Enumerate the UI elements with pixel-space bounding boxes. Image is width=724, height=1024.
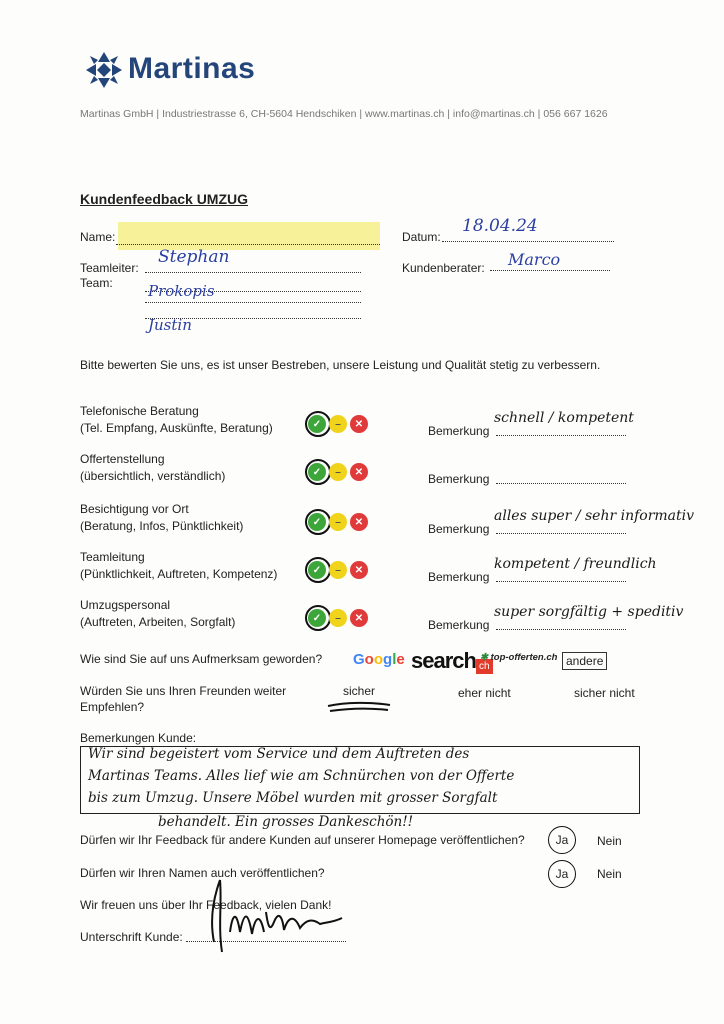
kunde-comment-line-4: behandelt. Ein grosses Dankeschön!! — [158, 814, 414, 830]
andere-option[interactable]: andere — [562, 652, 607, 670]
rating-smiley-group — [308, 513, 368, 531]
bemerkung-label: Bemerkung — [428, 472, 490, 486]
rating-title: Offertenstellung — [80, 452, 165, 466]
aufmerksam-question: Wie sind Sie auf uns Aufmerksam geworden? — [80, 652, 323, 666]
rating-subtitle: (Auftreten, Arbeiten, Sorgfalt) — [80, 615, 236, 629]
name-publish-nein[interactable]: Nein — [597, 867, 622, 881]
thumbs-down-icon[interactable]: ✕ — [350, 609, 368, 627]
empfehlen-question-line2: Empfehlen? — [80, 700, 145, 714]
selected-circle-mark — [305, 557, 331, 583]
datum-label: Datum: — [402, 230, 441, 244]
top-offerten-logo[interactable] — [480, 652, 557, 663]
google-logo[interactable]: Google — [353, 651, 405, 668]
rating-subtitle: (Beratung, Infos, Pünktlichkeit) — [80, 519, 244, 533]
datum-value: 18.04.24 — [462, 216, 538, 236]
customer-signature — [200, 872, 350, 962]
team-label: Team: — [80, 276, 113, 290]
thumbs-down-icon[interactable]: ✕ — [350, 561, 368, 579]
bemerkung-comment: super sorgfältig + speditiv — [494, 604, 684, 620]
kundenberater-label: Kundenberater: — [402, 261, 485, 275]
kunde-comment-line-1: Wir sind begeistert vom Service und dem Auftreten des — [88, 746, 470, 762]
thumbs-up-icon[interactable]: ✓ — [308, 609, 326, 627]
search-ch-badge: ch — [476, 659, 493, 674]
neutral-icon[interactable]: – — [329, 415, 347, 433]
intro-text: Bitte bewerten Sie uns, es ist unser Bestreben, unsere Leistung und Qualität stetig zu verbessern. — [80, 358, 601, 372]
bemerkung-label: Bemerkung — [428, 618, 490, 632]
thumbs-up-icon[interactable]: ✓ — [308, 513, 326, 531]
brand-name: Martinas — [128, 52, 256, 85]
thumbs-up-icon[interactable]: ✓ — [308, 415, 326, 433]
bemerkung-line[interactable] — [496, 483, 626, 484]
company-address: Martinas GmbH | Industriestrasse 6, CH-5604 Hendschiken | www.martinas.ch | info@martinas.ch | 056 667 1626 — [80, 108, 608, 120]
selected-circle-mark — [305, 459, 331, 485]
datum-line[interactable] — [442, 241, 614, 242]
name-label: Name: — [80, 230, 116, 244]
unterschrift-label: Unterschrift Kunde: — [80, 930, 183, 944]
bemerkungen-kunde-label: Bemerkungen Kunde: — [80, 731, 197, 745]
bemerkung-label: Bemerkung — [428, 522, 490, 536]
teamleiter-label: Teamleiter: — [80, 261, 139, 275]
neutral-icon[interactable]: – — [329, 561, 347, 579]
bemerkung-line[interactable] — [496, 629, 626, 630]
feedback-publish-nein[interactable]: Nein — [597, 834, 622, 848]
selected-circle-mark — [305, 605, 331, 631]
team-line-2[interactable] — [145, 302, 361, 303]
neutral-icon[interactable]: – — [329, 463, 347, 481]
empfehlen-option-sicher[interactable]: sicher — [343, 684, 376, 698]
thumbs-down-icon[interactable]: ✕ — [350, 463, 368, 481]
selected-circle-mark — [305, 411, 331, 437]
sicher-underline-mark — [326, 700, 392, 716]
feedback-publish-question: Dürfen wir Ihr Feedback für andere Kunden auf unserer Homepage veröffentlichen? — [80, 833, 525, 847]
rating-title: Umzugspersonal — [80, 598, 171, 612]
rating-smiley-group — [308, 609, 368, 627]
bemerkung-label: Bemerkung — [428, 424, 490, 438]
name-publish-question: Dürfen wir Ihren Namen auch veröffentlichen? — [80, 866, 325, 880]
teamleiter-value: Stephan — [158, 247, 230, 267]
neutral-icon[interactable]: – — [329, 609, 347, 627]
rating-smiley-group — [308, 463, 368, 481]
kunde-comment-line-2: Martinas Teams. Alles lief wie am Schnürchen von der Offerte — [88, 768, 515, 784]
kundenberater-line[interactable] — [490, 270, 610, 271]
bemerkung-label: Bemerkung — [428, 570, 490, 584]
name-line[interactable] — [116, 244, 380, 245]
bemerkung-comment: kompetent / freundlich — [494, 556, 657, 572]
star-icon: ✱ — [480, 652, 488, 663]
thumbs-up-icon[interactable]: ✓ — [308, 561, 326, 579]
thumbs-down-icon[interactable]: ✕ — [350, 415, 368, 433]
rating-subtitle: (Tel. Empfang, Auskünfte, Beratung) — [80, 421, 273, 435]
rating-smiley-group — [308, 415, 368, 433]
bemerkung-comment: alles super / sehr informativ — [494, 508, 695, 524]
bemerkung-line[interactable] — [496, 435, 626, 436]
empfehlen-option-sicher-nicht[interactable]: sicher nicht — [574, 686, 635, 700]
rating-title: Besichtigung vor Ort — [80, 502, 189, 516]
rating-subtitle: (Pünktlichkeit, Auftreten, Kompetenz) — [80, 567, 278, 581]
search-logo-text: search — [411, 648, 476, 673]
form-title: Kundenfeedback UMZUG — [80, 191, 249, 207]
thumbs-up-icon[interactable]: ✓ — [308, 463, 326, 481]
martinas-logo-icon — [84, 50, 124, 90]
name-publish-ja[interactable]: Ja — [548, 860, 576, 888]
bemerkung-line[interactable] — [496, 581, 626, 582]
kunde-comment-line-3: bis zum Umzug. Unsere Möbel wurden mit grosser Sorgfalt — [88, 790, 498, 806]
feedback-publish-ja[interactable]: Ja — [548, 826, 576, 854]
top-offerten-text: top-offerten.ch — [490, 652, 558, 663]
bemerkung-comment: schnell / kompetent — [494, 410, 634, 426]
name-redaction-highlight — [118, 222, 380, 250]
kundenberater-value: Marco — [508, 250, 561, 269]
rating-smiley-group — [308, 561, 368, 579]
rating-subtitle: (übersichtlich, verständlich) — [80, 469, 226, 483]
neutral-icon[interactable]: – — [329, 513, 347, 531]
team-member-1: Prokopis — [148, 282, 215, 300]
thumbs-down-icon[interactable]: ✕ — [350, 513, 368, 531]
selected-circle-mark — [305, 509, 331, 535]
team-member-2: Justin — [148, 316, 192, 334]
teamleiter-line[interactable] — [145, 272, 361, 273]
rating-title: Teamleitung — [80, 550, 145, 564]
thanks-text: Wir freuen uns über Ihr Feedback, vielen Dank! — [80, 898, 332, 912]
rating-title: Telefonische Beratung — [80, 404, 199, 418]
bemerkung-line[interactable] — [496, 533, 626, 534]
empfehlen-question-line1: Würden Sie uns Ihren Freunden weiter — [80, 684, 287, 698]
empfehlen-option-eher-nicht[interactable]: eher nicht — [458, 686, 511, 700]
